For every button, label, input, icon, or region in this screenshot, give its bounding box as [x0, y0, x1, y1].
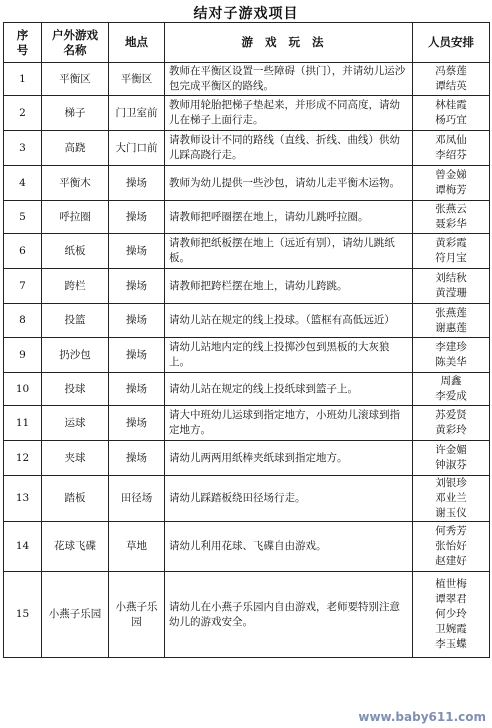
game-name: 扔沙包: [42, 338, 109, 373]
game-location: 操场: [109, 338, 165, 373]
staff-name: 黄彩玲: [435, 424, 467, 436]
game-play: 教师用轮胎把梯子垫起来，并形成不同高度，请幼儿在梯子上面行走。: [165, 96, 413, 131]
game-name: 投篮: [42, 304, 109, 338]
game-play: 教师在平衡区设置一些障碍（拱门），并请幼儿运沙包完成平衡区的路线。: [165, 63, 413, 96]
staff-cell: [413, 166, 490, 201]
game-location: 操场: [109, 441, 165, 476]
table-row: [4, 572, 490, 658]
table-row: [4, 304, 490, 338]
staff-name: 谢惠莲: [435, 321, 467, 334]
row-number: 8: [4, 304, 42, 338]
staff-cell: [413, 96, 490, 131]
table-row: [4, 96, 490, 131]
table-row: [4, 406, 490, 441]
table-row: [4, 522, 490, 572]
game-location: 操场: [109, 373, 165, 406]
staff-name: 刘结秋: [435, 272, 467, 284]
staff-name: 谭梅芳: [435, 184, 467, 196]
staff-name: 张燕莲: [435, 306, 467, 319]
table-row: [4, 131, 490, 166]
staff-name: 何秀芳: [435, 525, 467, 537]
game-name: 小燕子乐园: [42, 572, 109, 658]
game-name: 梯子: [42, 96, 109, 131]
row-number: 10: [4, 373, 42, 406]
game-play: 教师为幼儿提供一些沙包，请幼儿走平衡木运物。: [165, 166, 413, 201]
staff-name: 卫婉霞: [435, 623, 467, 635]
table-row: [4, 269, 490, 304]
row-number: 5: [4, 201, 42, 234]
staff-name: 谭结英: [435, 80, 467, 92]
game-location: 小燕子乐园: [109, 572, 165, 658]
staff-name: 钟淑芬: [435, 459, 467, 471]
header-play: 游戏玩法: [165, 23, 413, 63]
game-location: 操场: [109, 269, 165, 304]
table-row: [4, 234, 490, 269]
table-row: [4, 441, 490, 476]
row-number: 12: [4, 441, 42, 476]
watermark: www.baby611.com: [358, 710, 486, 724]
game-name: 夹球: [42, 441, 109, 476]
game-location: 大门口前: [109, 131, 165, 166]
game-location: 门卫室前: [109, 96, 165, 131]
row-number: 2: [4, 96, 42, 131]
game-play: 请教师把呼圈摆在地上，请幼儿跳呼拉圈。: [165, 201, 413, 234]
table-row: [4, 373, 490, 406]
header-seq: 序 号: [4, 23, 42, 63]
game-play: 请幼儿站地内定的线上投掷沙包到黑板的大灰狼上。: [165, 338, 413, 373]
game-location: 操场: [109, 406, 165, 441]
row-number: 6: [4, 234, 42, 269]
game-play: 请幼儿站在规定的线上投纸球到篮子上。: [165, 373, 413, 406]
row-number: 9: [4, 338, 42, 373]
game-location: 操场: [109, 201, 165, 234]
staff-name: 谢玉仪: [435, 507, 467, 519]
game-name: 平衡区: [42, 63, 109, 96]
header-row: [4, 23, 490, 63]
staff-name: 刘银珍: [435, 477, 467, 489]
staff-name: 张怡好: [435, 540, 467, 552]
header-staff: 人员安排: [413, 23, 490, 63]
game-location: 操场: [109, 304, 165, 338]
staff-name: 张燕云: [435, 203, 467, 215]
staff-cell: [413, 572, 490, 658]
staff-cell: [413, 441, 490, 476]
game-play: 请大中班幼儿运球到指定地方，小班幼儿滚球到指定地方。: [165, 406, 413, 441]
table-row: [4, 166, 490, 201]
staff-cell: [413, 338, 490, 373]
staff-name: 植世梅: [435, 578, 467, 590]
game-table: [3, 22, 490, 658]
game-name: 投球: [42, 373, 109, 406]
game-play: 请教师把跨栏摆在地上，请幼儿跨跳。: [165, 269, 413, 304]
staff-name: 李建珍: [435, 341, 467, 353]
staff-name: 何少玲: [435, 608, 467, 620]
staff-cell: [413, 373, 490, 406]
staff-cell: [413, 63, 490, 96]
staff-cell: [413, 476, 490, 522]
staff-name: 曾金娣: [435, 169, 467, 181]
game-name: 跨栏: [42, 269, 109, 304]
game-name: 呼拉圈: [42, 201, 109, 234]
row-number: 15: [4, 572, 42, 658]
table-row: [4, 201, 490, 234]
row-number: 7: [4, 269, 42, 304]
game-play: 请教师把纸板摆在地上（远近有别），请幼儿跳纸板。: [165, 234, 413, 269]
staff-cell: [413, 201, 490, 234]
game-name: 高跷: [42, 131, 109, 166]
header-name: 户外游戏 名称: [42, 23, 109, 63]
page-title: 结对子游戏项目: [193, 6, 299, 22]
staff-cell: [413, 522, 490, 572]
game-location: 平衡区: [109, 63, 165, 96]
row-number: 11: [4, 406, 42, 441]
staff-name: 谭翠君: [435, 593, 467, 605]
game-name: 花球飞碟: [42, 522, 109, 572]
staff-name: 邓业兰: [435, 492, 467, 504]
table-row: [4, 476, 490, 522]
staff-name: 李玉蝶: [435, 638, 467, 650]
staff-name: 陈美华: [435, 356, 467, 368]
staff-name: 赵建好: [435, 555, 467, 567]
staff-name: 李爱成: [435, 390, 467, 402]
game-name: 踏板: [42, 476, 109, 522]
staff-name: 黄滢珊: [435, 287, 467, 299]
staff-name: 苏爱贤: [435, 409, 467, 421]
staff-name: 黄彩霞: [435, 237, 467, 249]
row-number: 13: [4, 476, 42, 522]
game-play: 请幼儿站在规定的线上投球。（篮框有高低远近）: [165, 304, 413, 338]
staff-cell: [413, 234, 490, 269]
game-location: 田径场: [109, 476, 165, 522]
game-location: 操场: [109, 234, 165, 269]
row-number: 1: [4, 63, 42, 96]
game-location: 操场: [109, 166, 165, 201]
staff-name: 冯蔡莲: [435, 65, 467, 77]
row-number: 4: [4, 166, 42, 201]
row-number: 14: [4, 522, 42, 572]
header-location: 地点: [109, 23, 165, 63]
row-number: 3: [4, 131, 42, 166]
staff-name: 李绍芬: [435, 149, 467, 161]
staff-cell: [413, 269, 490, 304]
staff-cell: [413, 304, 490, 338]
staff-name: 林桂霞: [435, 99, 467, 111]
game-play: 请幼儿两两用纸棒夹纸球到指定地方。: [165, 441, 413, 476]
table-row: [4, 338, 490, 373]
staff-name: 周鑫: [440, 375, 462, 387]
staff-name: 许金媚: [435, 444, 467, 456]
staff-name: 邓凤仙: [435, 134, 467, 146]
game-play: 请幼儿利用花球、飞碟自由游戏。: [165, 522, 413, 572]
staff-name: 符月宝: [435, 252, 467, 264]
game-name: 纸板: [42, 234, 109, 269]
game-play: 请幼儿在小燕子乐园内自由游戏，老师要特别注意幼儿的游戏安全。: [165, 572, 413, 658]
game-play: 请幼儿踩踏板绕田径场行走。: [165, 476, 413, 522]
game-play: 请教师设计不同的路线（直线、折线、曲线）供幼儿踩高跷行走。: [165, 131, 413, 166]
table-row: [4, 63, 490, 96]
staff-name: 杨巧宜: [435, 114, 467, 126]
game-name: 运球: [42, 406, 109, 441]
staff-cell: [413, 406, 490, 441]
game-name: 平衡木: [42, 166, 109, 201]
game-location: 草地: [109, 522, 165, 572]
staff-cell: [413, 131, 490, 166]
staff-name: 聂彩华: [435, 218, 467, 230]
